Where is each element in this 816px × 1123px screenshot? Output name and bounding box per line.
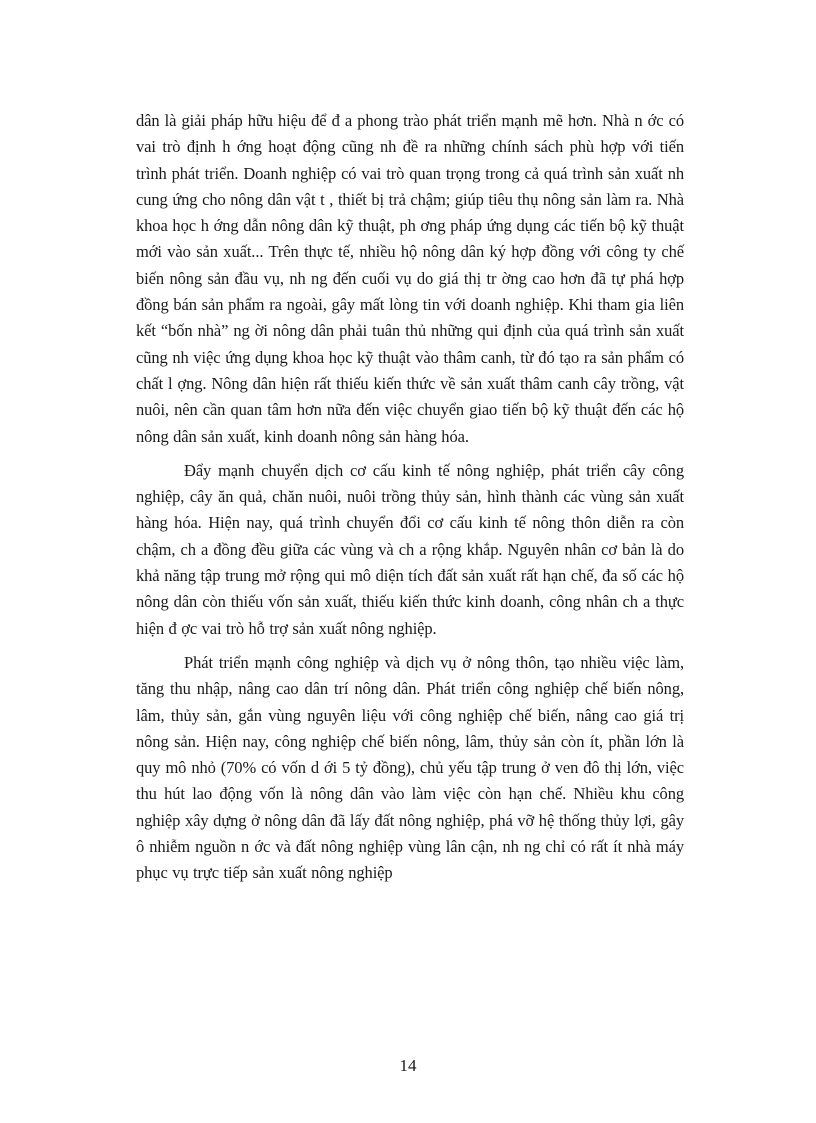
paragraph-2: Đẩy mạnh chuyển dịch cơ cấu kinh tế nông nghiệp, phát triển cây công nghiệp, cây ăn quả, chăn nuôi, nuôi trồng thủy sản, hình thành các vùng sản xuất hàng hóa. Hiện nay, quá trình chuyển đổi cơ cấu kinh tế nông thôn diễn ra còn chậm, ch a đồng đều giữa các vùng và ch a rộng khắp. Nguyên nhân cơ bản là do khả năng tập trung mở rộng qui mô diện tích đất sản xuất rất hạn chế, đa số các hộ nông dân còn thiếu vốn sản xuất, thiếu kiến thức kinh doanh, công nhân ch a thực hiện đ ợc vai trò hỗ trợ sản xuất nông nghiệp. bbox=[136, 460, 684, 638]
paragraph-1: dân là giải pháp hữu hiệu để đ a phong trào phát triển mạnh mẽ hơn. Nhà n ớc có vai trò định h ớng hoạt động cũng nh đề ra những chính sách phù hợp với tiến trình phát triển. Doanh nghiệp có vai trò quan trọng trong cả quá trình sản xuất nh cung ứng cho nông dân vật t , thiết bị trả chậm; giúp tiêu thụ nông sản làm ra. Nhà khoa học h ớng dẫn nông dân kỹ thuật, ph ơng pháp ứng dụng các tiến bộ kỹ thuật mới vào sản xuất... Trên thực tế, nhiều hộ nông dân ký hợp đồng với công ty chế biến nông sản đầu vụ, nh ng đến cuối vụ do giá thị tr ờng cao hơn đã tự phá hợp đồng bán sản phẩm ra ngoài, gây mất lòng tin với doanh nghiệp. Khi tham gia liên kết “bốn nhà” ng ời nông dân phải tuân thủ những qui định của quá trình sản xuất cũng nh việc ứng dụng khoa học kỹ thuật vào thâm canh, từ đó tạo ra sản phẩm có chất l ợng. Nông dân hiện rất thiếu kiến thức về sản xuất thâm canh cây trồng, vật nuôi, nên cần quan tâm hơn nữa đến việc chuyển giao tiến bộ kỹ thuật đến các hộ nông dân sản xuất, kinh doanh nông sản hàng hóa. bbox=[136, 111, 684, 446]
paragraph-3: Phát triển mạnh công nghiệp và dịch vụ ở nông thôn, tạo nhiều việc làm, tăng thu nhập, nâng cao dân trí nông dân. Phát triển công nghiệp chế biến nông, lâm, thủy sản, gắn vùng nguyên liệu với công nghiệp chế biến, nâng cao giá trị nông sản. Hiện nay, công nghiệp chế biến nông, lâm, thủy sản còn ít, phần lớn là quy mô nhỏ (70% có vốn d ới 5 tỷ đồng), chủ yếu tập trung ở ven đô thị lớn, việc thu hút lao động vốn là nông dân vào làm việc còn hạn chế. Nhiều khu công nghiệp xây dựng ở nông dân đã lấy đất nông nghiệp, phá vỡ hệ thống thủy lợi, gây ô nhiễm nguồn n ớc và đất nông nghiệp vùng lân cận, nh ng chỉ có rất ít nhà máy phục vụ trực tiếp sản xuất nông nghiệp bbox=[136, 652, 684, 883]
page-number: 14 bbox=[399, 1056, 417, 1075]
body-text bbox=[136, 108, 684, 887]
